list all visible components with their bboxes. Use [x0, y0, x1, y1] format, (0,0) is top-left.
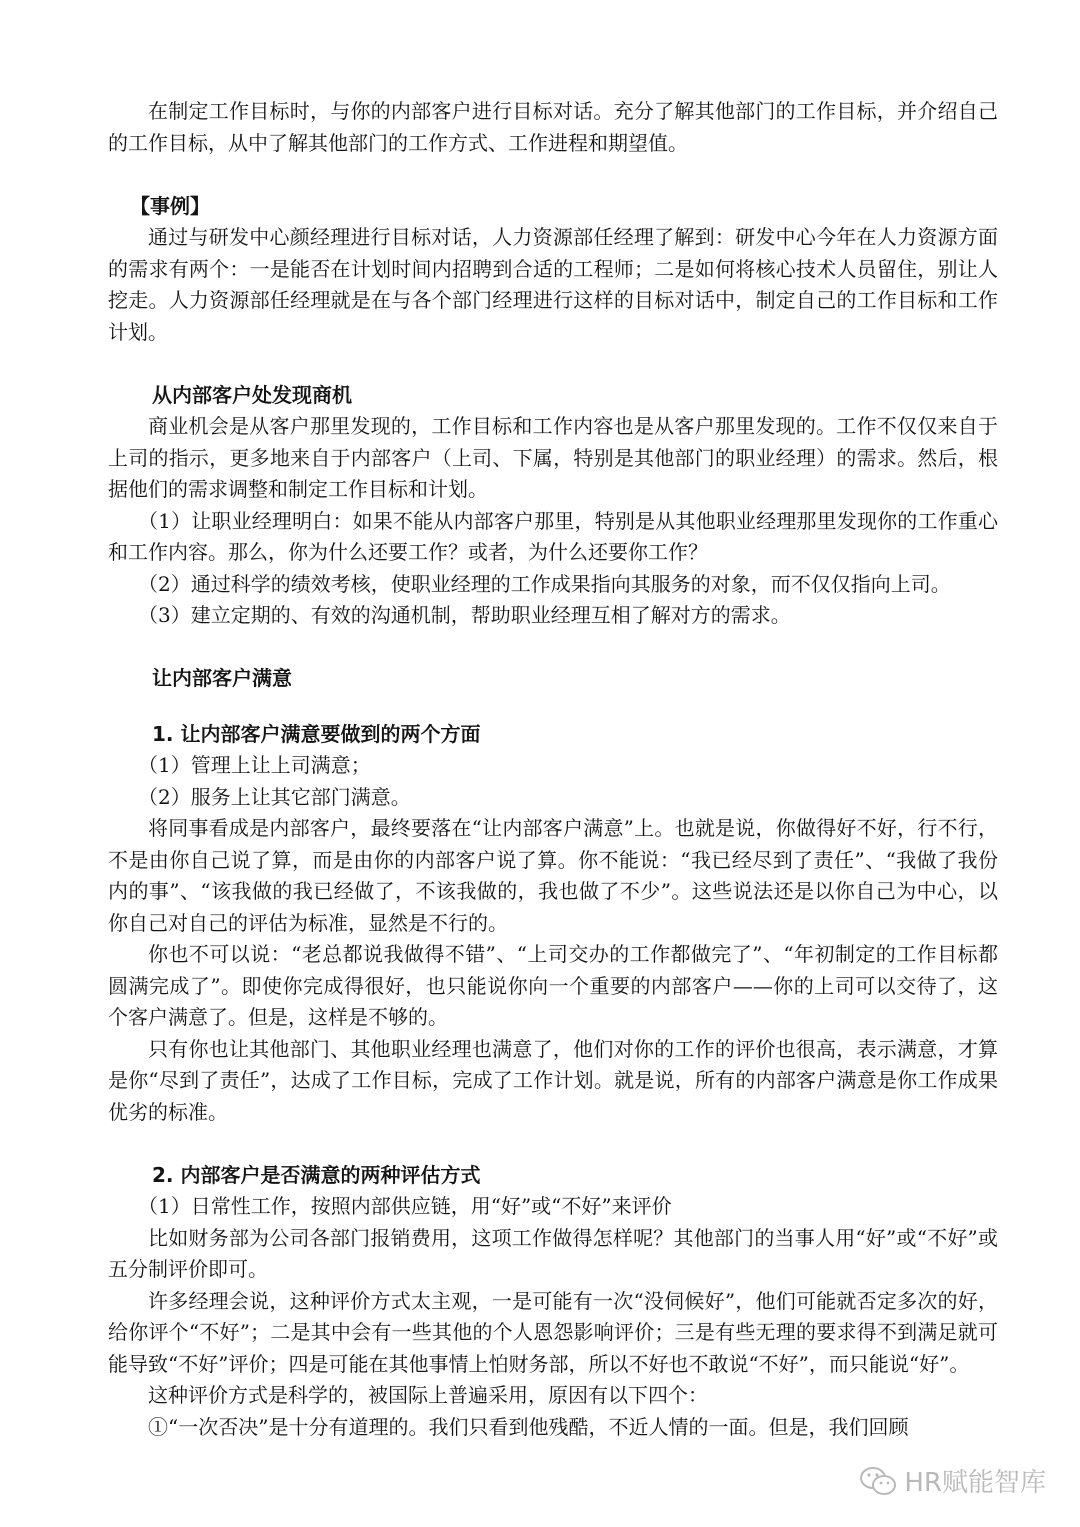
paragraph-not-enough: 你也不可以说：“老总都说我做得不错”、“上司交办的工作都做完了”、“年初制定的工作目标都圆满完成了”。即使你完成得很好，也只能说你向一个重要的内部客户——你的上司可以交待了，这个客户满意了。但是，这样是不够的。 — [108, 942, 998, 1029]
watermark-text: HR赋能智库 — [904, 1468, 1046, 1498]
paragraph-goal-dialogue: 在制定工作目标时，与你的内部客户进行目标对话。充分了解其他部门的工作目标，并介绍自己的工作目标，从中了解其他部门的工作方式、工作进程和期望值。 — [108, 99, 998, 155]
aspect-item-2: （2）服务上让其它部门满意。 — [138, 784, 411, 809]
document-page — [108, 96, 998, 1443]
evaluation-item-1: （1）日常性工作，按照内部供应链，用“好”或“不好”来评价 — [138, 1194, 672, 1218]
case-heading: 【事例】 — [130, 193, 210, 218]
paragraph-business-opportunity: 商业机会是从客户那里发现的，工作目标和工作内容也是从客户那里发现的。工作不仅仅来自于上司的指示，更多地来自于内部客户（上司、下属，特别是其他部门的职业经理）的需求。然后，根据他们的需求调整和制定工作目标和计划。 — [108, 414, 998, 501]
paragraph-scientific-reasons: 这种评价方式是科学的，被国际上普遍采用，原因有以下四个： — [148, 1383, 708, 1407]
section-heading-satisfaction: 让内部客户满意 — [152, 666, 292, 690]
list-item-3: （3）建立定期的、有效的沟通机制，帮助职业经理互相了解对方的需求。 — [138, 603, 791, 627]
watermark — [858, 1462, 1046, 1499]
subheading-two-evaluation-methods: 2. 内部客户是否满意的两种评估方式 — [152, 1162, 481, 1187]
case-paragraph: 通过与研发中心颜经理进行目标对话，人力资源部任经理了解到：研发中心今年在人力资源方面的需求有两个：一是能否在计划时间内招聘到合适的工程师；二是如何将核心技术人员留住，别让人挖走。人力资源部任经理就是在与各个部门经理进行这样的目标对话中，制定自己的工作目标和工作计划。 — [108, 225, 998, 344]
paragraph-colleagues-as-customers: 将同事看成是内部客户，最终要落在“让内部客户满意”上。也就是说，你做得好不好，行不行，不是由你自己说了算，而是由你的内部客户说了算。你不能说：“我已经尽到了责任”、“我做了我份内的事”、“该我做的我已经做了，不该我做的，我也做了不少”。这些说法还是以你自己为中心，以你自己对自己的评估为标准，显然是不行的。 — [108, 816, 998, 935]
paragraph-finance-example: 比如财务部为公司各部门报销费用，这项工作做得怎样呢？其他部门的当事人用“好”或“不好”或五分制评价即可。 — [108, 1225, 998, 1281]
paragraph-all-satisfied: 只有你也让其他部门、其他职业经理也满意了，他们对你的工作的评价也很高，表示满意，才算是你“尽到了责任”，达成了工作目标，完成了工作计划。就是说，所有的内部客户满意是你工作成果优劣的标准。 — [108, 1036, 998, 1124]
aspect-item-1: （1）管理上让上司满意； — [138, 753, 371, 777]
section-heading-find-opportunity: 从内部客户处发现商机 — [152, 382, 352, 407]
list-item-1: （1）让职业经理明白：如果不能从内部客户那里，特别是从其他职业经理那里发现你的工作重心和工作内容。那么，你为什么还要工作？或者，为什么还要你工作？ — [108, 508, 998, 564]
subheading-two-aspects: 1. 让内部客户满意要做到的两个方面 — [152, 721, 481, 746]
paragraph-reason-1: ①“一次否决”是十分有道理的。我们只看到他残酷，不近人情的一面。但是，我们回顾 — [148, 1414, 909, 1439]
list-item-2: （2）通过科学的绩效考核，使职业经理的工作成果指向其服务的对象，而不仅仅指向上司。 — [138, 571, 951, 596]
paragraph-subjective-objection: 许多经理会说，这种评价方式太主观，一是可能有一次“没伺候好”，他们可能就否定多次的好，给你评个“不好”；二是其中会有一些其他的个人恩怨影响评价；三是有些无理的要求得不到满足就可能导致“不好”评价；四是可能在其他事情上怕财务部，所以不好也不敢说“不好”，而只能说“好”。 — [108, 1288, 998, 1376]
wechat-icon — [858, 1464, 898, 1498]
